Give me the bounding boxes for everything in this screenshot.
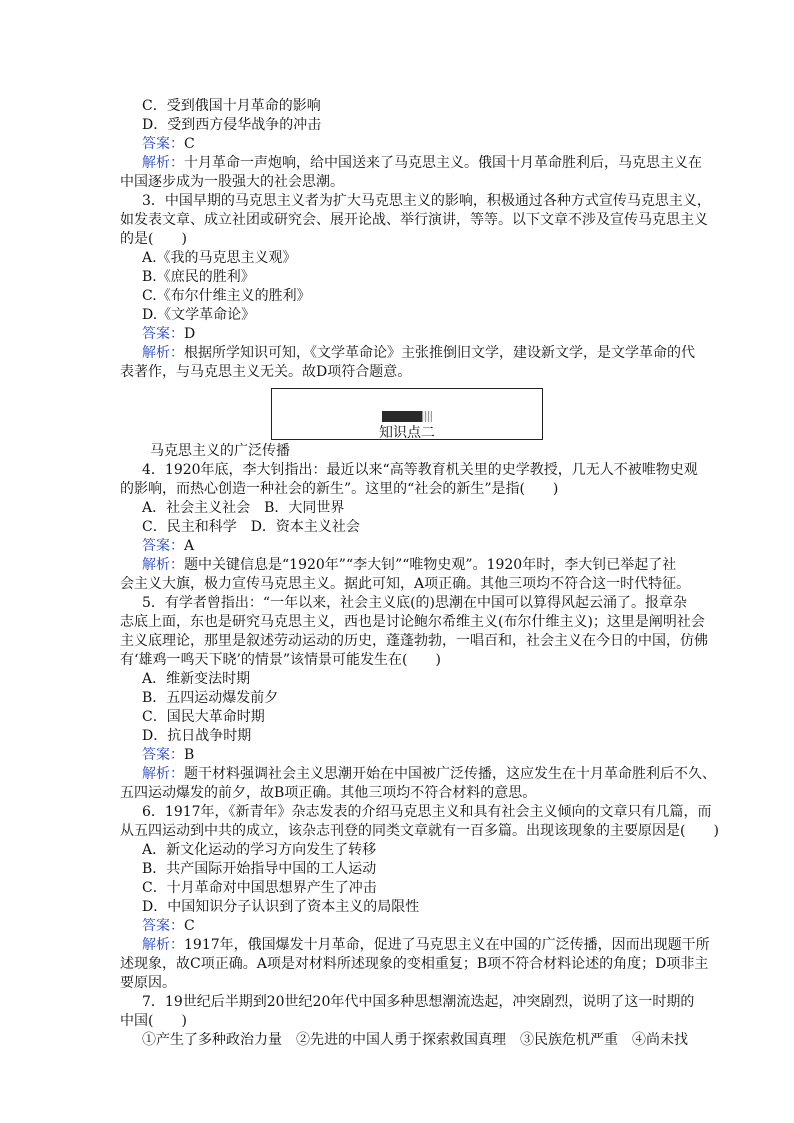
answer-label: 答案： [142,918,184,934]
question-5-end: 有‘雄鸡一鸣天下晓’的情景”该情景可能发生在( ) [120,652,441,668]
analysis-text-cont: 表著作，与马克思主义无关。故D项符合题意。 [120,364,412,380]
question-7-end: 中国( ) [120,1013,187,1029]
answer-line [142,325,722,344]
option-c: C．十月革命对中国思想界产生了冲击 [142,880,377,896]
options-cd: C．民主和科学 D．资本主义社会 [142,519,360,535]
analysis-line [142,765,722,784]
answer-value: C [184,918,195,934]
analysis-line [142,556,722,575]
option-a: A.《我的马克思主义观》 [142,250,297,266]
question-3: 3．中国早期的马克思主义者为扩大马克思主义的影响，积极通过各种方式宣传马克思主义， [142,193,711,209]
question-5-cont: 主义底理论，那里是叙述劳动运动的历史，蓬蓬勃勃，一唱百和，社会主义在今日的中国，仿佛 [120,633,708,649]
answer-line [142,537,722,556]
option-c: C.《布尔什维主义的胜利》 [142,288,311,304]
analysis-text: 题干材料强调社会主义思潮开始在中国被广泛传播，这应发生在十月革命胜利后不久、 [184,766,716,782]
option-c: C．受到俄国十月革命的影响 [142,98,321,114]
analysis-text: 题中关键信息是“1920年”“李大钊”“唯物史观”。1920年时，李大钊已举起了社 [184,557,677,573]
analysis-label: 解析： [142,557,184,573]
analysis-text: 十月革命一声炮响，给中国送来了马克思主义。俄国十月革命胜利后，马克思主义在 [184,155,702,171]
question-4: 4．1920年底，李大钊指出：最近以来“高等教育机关里的史学教授，几无人不被唯物史观 [142,462,698,478]
answer-value: B [184,747,195,763]
answer-line [142,135,722,154]
question-7-statements: ①产生了多种政治力量 ②先进的中国人勇于探索救国真理 ③民族危机严重 ④尚未找 [142,1032,688,1048]
analysis-text: 1917年，俄国爆发十月革命，促进了马克思主义在中国的广泛传播，因而出现题干所 [184,937,710,953]
analysis-label: 解析： [142,345,184,361]
question-4-cont: 的影响，而热心创造一种社会的新生”。这里的“社会的新生”是指( ) [120,481,559,497]
option-d: D.《文学革命论》 [142,307,256,323]
question-6: 6．1917年，《新青年》杂志发表的介绍马克思主义和具有社会主义倾向的文章只有几篇，而 [142,804,712,820]
question-7: 7．19世纪后半期到20世纪20年代中国多种思想潮流迭起，冲突剧烈，说明了这一时期的 [142,994,695,1010]
analysis-label: 解析： [142,155,184,171]
section-heading-box [271,388,543,440]
analysis-label: 解析： [142,937,184,953]
answer-label: 答案： [142,136,184,152]
analysis-text: 根据所学知识可知，《文学革命论》主张推倒旧文学，建设新文学，是文学革命的代 [184,345,695,361]
answer-label: 答案： [142,326,184,342]
analysis-text-end: 要原因。 [120,975,176,991]
answer-value: C [184,136,195,152]
question-3-cont: 如发表文章、成立社团或研究会、展开论战、举行演讲，等等。以下文章不涉及宣传马克思主义 [120,212,708,228]
option-d: D．中国知识分子认识到了资本主义的局限性 [142,899,420,915]
answer-line [142,746,722,765]
option-a: A．新文化运动的学习方向发生了转移 [142,842,377,858]
option-b: B.《庶民的胜利》 [142,269,255,285]
analysis-line [142,936,722,955]
analysis-label: 解析： [142,766,184,782]
analysis-text-cont: 述现象，故C项正确。A项是对材料所述现象的变相重复；B项不符合材料论述的角度；D项非主 [120,956,709,972]
analysis-line [142,154,722,173]
option-d: D．受到西方侵华战争的冲击 [142,117,322,133]
decorative-bar-pattern [422,411,432,422]
analysis-text-cont: 中国逐步成为一股强大的社会思潮。 [120,174,344,190]
analysis-text-cont: 会主义大旗，极力宣传马克思主义。据此可知，A项正确。其他三项均不符合这一时代特征。 [120,576,691,592]
answer-label: 答案： [142,538,184,554]
question-6-cont: 从五四运动到中共的成立，该杂志刊登的同类文章就有一百多篇。出现该现象的主要原因是( ) [120,823,719,839]
answer-line [142,917,722,936]
option-c: C．国民大革命时期 [142,709,265,725]
answer-value: D [184,326,196,342]
analysis-line [142,344,722,363]
analysis-text-cont: 五四运动爆发的前夕，故B项正确。其他三项均不符合材料的意思。 [120,785,537,801]
option-b: B．共产国际开始指导中国的工人运动 [142,861,377,877]
answer-value: A [184,538,195,554]
option-d: D．抗日战争时期 [142,728,252,744]
question-5-cont: 志底上面，东也是研究马克思主义，西也是讨论鲍尔希维主义(布尔什维主义)；这里是阐明社会 [120,614,705,630]
option-a: A．维新变法时期 [142,671,251,687]
question-3-end: 的是( ) [120,231,187,247]
section-subtitle: 马克思主义的广泛传播 [150,443,290,459]
question-5: 5．有学者曾指出：“一年以来，社会主义底(的)思潮在中国可以算得风起云涌了。报章杂 [142,595,687,611]
option-b: B．五四运动爆发前夕 [142,690,279,706]
section-title: 知识点二 [379,425,435,441]
answer-label: 答案： [142,747,184,763]
options-ab: A．社会主义社会 B．大同世界 [142,500,345,516]
